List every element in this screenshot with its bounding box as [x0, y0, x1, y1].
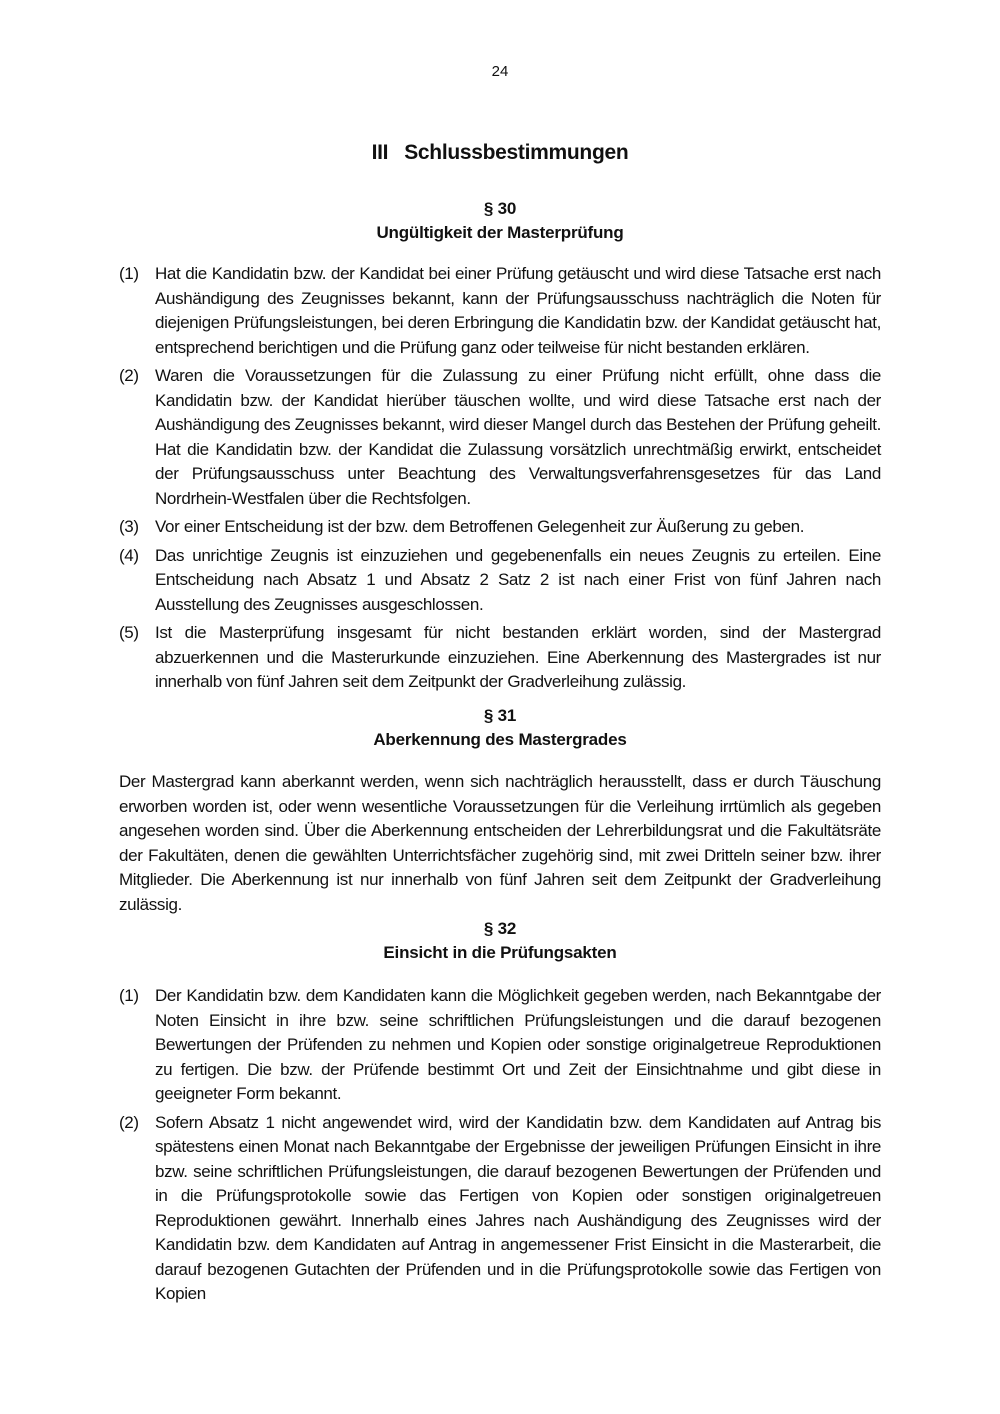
paragraph	[119, 544, 881, 618]
chapter-roman-numeral: III	[371, 141, 389, 164]
paragraph-text: Vor einer Entscheidung ist der bzw. dem Betroffenen Gelegenheit zur Äußerung zu geben.	[155, 517, 805, 536]
paragraph	[119, 364, 881, 511]
chapter-title-text: Schlussbestimmungen	[404, 141, 629, 164]
paragraph-text: Hat die Kandidatin bzw. der Kandidat bei einer Prüfung getäuscht und wird diese Tatsache erst nach Aushändigung des Zeugnisses bekannt, kann der Prüfungsausschuss nachträglich die Noten für diejenigen Prüfungsleistungen, bei deren Erbringung die Kandidatin bzw. der Kandidat getäuscht hat, entsprechend berichtigen und die Prüfung ganz oder teilweise für nicht bestanden erklären.	[155, 264, 881, 357]
paragraph-number: (4)	[119, 545, 139, 565]
section-32-heading	[119, 917, 881, 965]
paragraph-text: Ist die Masterprüfung insgesamt für nicht bestanden erklärt worden, sind der Mastergrad abzuerkennen und die Masterurkunde einzuziehen. Eine Aberkennung des Mastergrades ist nur innerhalb von fünf Jahren seit dem Zeitpunkt der Gradverleihung zulässig.	[155, 623, 881, 691]
section-32-paragraphs	[119, 984, 881, 1311]
section-title: Aberkennung des Mastergrades	[373, 730, 627, 749]
paragraph-number: (3)	[119, 517, 139, 536]
paragraph-text: Sofern Absatz 1 nicht angewendet wird, wird der Kandidatin bzw. dem Kandidaten auf Antrag bis spätestens einen Monat nach Bekanntgabe der Ergebnisse der jeweiligen Prüfungen Einsicht in ihre bzw. seine schriftlichen Prüfungsleistungen, die darauf bezogenen Bewertungen der Prüfenden und in die Prüfungsprotokolle sowie das Fertigen von Kopien oder sonstigen originalgetreuen Reproduktionen gewährt. Innerhalb eines Jahres nach Aushändigung des Zeugnisses wird der Kandidatin bzw. dem Kandidaten auf Antrag in angemessener Frist Einsicht in die Masterarbeit, die darauf bezogenen Gutachten der Prüfenden und in die Prüfungsprotokolle sowie das Fertigen von Kopien	[155, 1112, 881, 1303]
paragraph	[119, 984, 881, 1107]
paragraph-number: (2)	[119, 366, 139, 385]
section-number: § 31	[483, 706, 517, 725]
paragraph	[119, 1111, 881, 1307]
paragraph-number: (2)	[119, 1112, 139, 1132]
section-title: Ungültigkeit der Masterprüfung	[376, 223, 624, 242]
section-31-heading	[119, 704, 881, 752]
section-31-text: Der Mastergrad kann aberkannt werden, wenn sich nachträglich herausstellt, dass er durch Täuschung erworben worden ist, oder wenn wesentliche Voraussetzungen für die Verleihung irrtümlich als gegeben angesehen worden sind. Über die Aberkennung entscheiden der Lehrerbildungsrat und die Fakultätsräte der Fakultäten, denen die gewählten Unterrichtsfächer zugehörig sind, mit zwei Dritteln seiner bzw. ihrer Mitglieder. Die Aberkennung ist nur innerhalb von fünf Jahren seit dem Zeitpunkt der Gradverleihung zulässig.	[119, 772, 881, 914]
paragraph-text: Das unrichtige Zeugnis ist einzuziehen und gegebenenfalls ein neues Zeugnis zu erteilen. Eine Entscheidung nach Absatz 1 und Absatz 2 Satz 2 ist nach einer Frist von fünf Jahren nach Ausstellung des Zeugnisses ausgeschlossen.	[155, 545, 881, 614]
section-30-paragraphs	[119, 262, 881, 699]
paragraph	[119, 262, 881, 360]
section-title: Einsicht in die Prüfungsakten	[383, 943, 617, 962]
paragraph	[119, 621, 881, 695]
section-number: § 30	[483, 199, 517, 218]
paragraph-number: (5)	[119, 623, 139, 642]
section-30-heading	[119, 197, 881, 245]
paragraph-text: Der Kandidatin bzw. dem Kandidaten kann die Möglichkeit gegeben werden, nach Bekanntgabe der Noten Einsicht in ihre bzw. seine schriftlichen Prüfungsleistungen und die darauf bezogenen Bewertungen der Prüfenden zu nehmen und Kopien oder sonstige originalgetreue Reproduktionen zu fertigen. Die bzw. der Prüfende bestimmt Ort und Zeit der Einsichtnahme und gibt diese in geeigneter Form bekannt.	[155, 986, 881, 1103]
paragraph	[119, 515, 881, 540]
paragraph-number: (1)	[119, 264, 139, 283]
section-number: § 32	[483, 919, 517, 938]
paragraph-text: Waren die Voraussetzungen für die Zulassung zu einer Prüfung nicht erfüllt, ohne dass die Kandidatin bzw. der Kandidat hierüber täuschen wollte, und wird diese Tatsache erst nach der Aushändigung des Zeugnisses bekannt, wird dieser Mangel durch das Bestehen der Prüfung geheilt. Hat die Kandidatin bzw. der Kandidat die Zulassung vorsätzlich unrechtmäßig erwirkt, entscheidet der Prüfungsausschuss unter Beachtung des Verwaltungsverfahrensgesetzes für das Land Nordrhein-Westfalen über die Rechtsfolgen.	[155, 366, 881, 508]
paragraph-number: (1)	[119, 986, 139, 1005]
chapter-title	[119, 141, 881, 165]
page-number: 24	[491, 63, 509, 80]
